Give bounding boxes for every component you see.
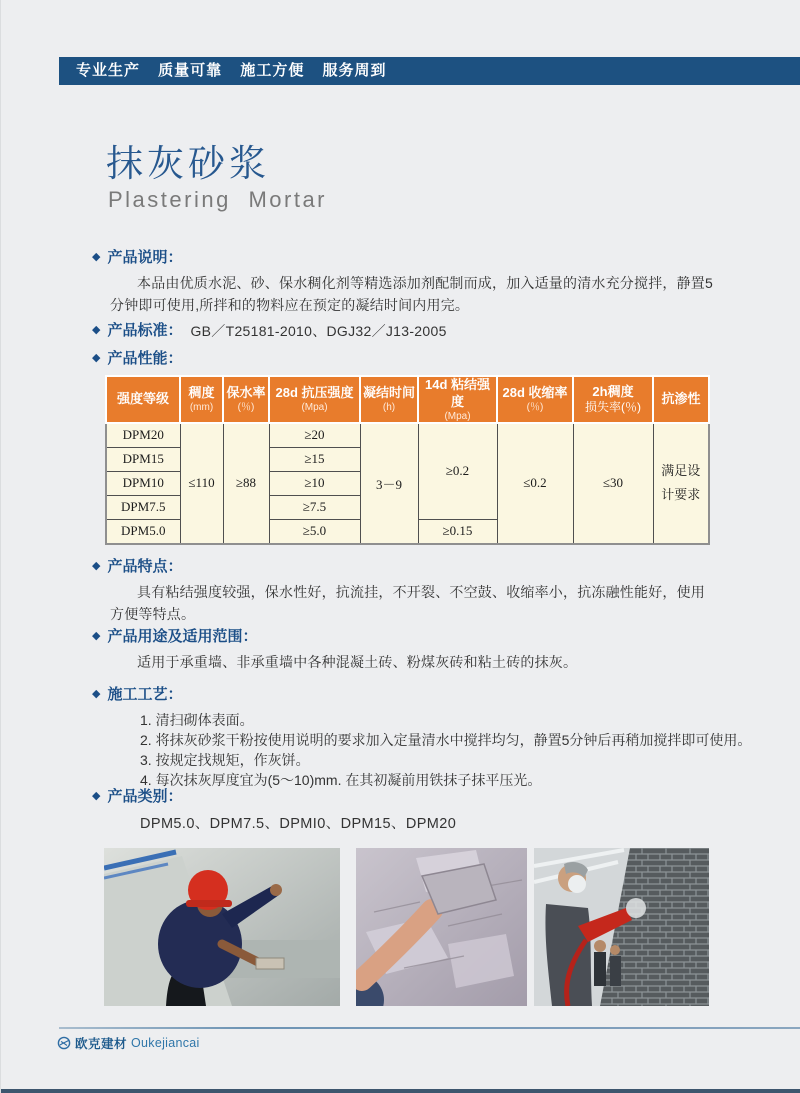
diamond-icon: ◆ (92, 789, 101, 802)
performance-table (105, 375, 710, 545)
photo-trowel-plaster-closeup-image (356, 848, 527, 1006)
diamond-icon: ◆ (92, 351, 101, 364)
grade-cell: DPM5.0 (106, 519, 180, 544)
categories-value: DPM5.0、DPM7.5、DPMI0、DPM15、DPM20 (140, 816, 457, 832)
impermeability-cell: 满足设计要求 (653, 423, 709, 544)
table-row (106, 423, 709, 448)
top-banner-text: 专业生产 质量可靠 施工方便 服务周到 (76, 62, 387, 79)
section-heading-label: 产品类别： (107, 788, 183, 805)
col-header-bond-strength: 14d 粘结强度 (Mpa) (418, 376, 497, 423)
features-paragraph: 具有粘结强度较强，保水性好，抗流挂，不开裂、不空鼓、收缩率小，抗冻融性能好，使用方便等特点。 (110, 584, 705, 622)
bond-strength-cell: ≥0.2 (418, 423, 497, 520)
diamond-icon: ◆ (92, 250, 101, 263)
description-paragraph: 本品由优质水泥、砂、保水稠化剂等精选添加剂配制而成，加入适量的清水充分搅拌，静置5分钟即可使用,所拌和的物料应在预定的凝结时间内用完。 (110, 275, 713, 313)
bottom-accent-strip (1, 1089, 800, 1093)
col-header-shrinkage: 28d 收缩率 (％) (497, 376, 573, 423)
diamond-icon: ◆ (92, 559, 101, 572)
photo-worker-troweling-wall (104, 848, 340, 1006)
page-title: 抹灰砂浆 (106, 143, 270, 184)
col-header-compressive: 28d 抗压强度 (Mpa) (269, 376, 360, 423)
section-heading-description (92, 249, 182, 267)
section-heading-label: 产品性能： (107, 350, 183, 367)
section-heading-label: 产品特点： (107, 558, 183, 575)
section-heading-label: 施工工艺： (107, 686, 183, 703)
section-heading-process (92, 686, 182, 704)
process-step: 3. 按规定找规矩，作灰饼。 (140, 752, 310, 768)
compressive-cell: ≥5.0 (269, 519, 360, 544)
shrinkage-cell: ≤0.2 (497, 423, 573, 544)
usage-paragraph: 适用于承重墙、非承重墙中各种混凝土砖、粉煤灰砖和粘土砖的抹灰。 (137, 654, 578, 670)
section-heading-standard (92, 322, 447, 340)
grade-cell: DPM10 (106, 471, 180, 495)
compressive-cell: ≥15 (269, 447, 360, 471)
section-heading-features (92, 558, 182, 576)
col-header-impermeability: 抗渗性 (653, 376, 709, 423)
diamond-icon: ◆ (92, 687, 101, 700)
col-header-consistency-loss: 2h稠度 损失率(％) (573, 376, 653, 423)
compressive-cell: ≥10 (269, 471, 360, 495)
col-header-water-retention: 保水率 (％) (223, 376, 269, 423)
logo-globe-icon (57, 1036, 71, 1050)
section-heading-label: 产品说明： (107, 249, 183, 266)
grade-cell: DPM20 (106, 423, 180, 448)
process-step: 1. 清扫砌体表面。 (140, 712, 254, 728)
water-retention-cell: ≥88 (223, 423, 269, 544)
photo-spraying-brick-wall-image (534, 848, 709, 1006)
process-steps (140, 710, 790, 790)
col-header-setting-time: 凝结时间 (h) (360, 376, 418, 423)
photo-spraying-brick-wall (534, 848, 709, 1006)
table-header-row (106, 376, 709, 423)
bond-strength-last-cell: ≥0.15 (418, 519, 497, 544)
footer-divider-line (59, 1027, 800, 1029)
company-logo (57, 1034, 200, 1052)
page-subtitle: Plastering Mortar (108, 187, 328, 212)
diamond-icon: ◆ (92, 323, 101, 336)
photo-trowel-plaster-closeup (356, 848, 527, 1006)
setting-time-cell: 3－9 (360, 423, 418, 544)
consistency-cell: ≤110 (180, 423, 223, 544)
standard-value: GB／T25181-2010、DGJ32／J13-2005 (190, 322, 447, 339)
top-banner (59, 57, 800, 85)
section-heading-performance (92, 350, 182, 368)
process-step: 4. 每次抹灰厚度宜为(5～10)mm. 在其初凝前用铁抹子抹平压光。 (140, 772, 542, 788)
compressive-cell: ≥7.5 (269, 495, 360, 519)
grade-cell: DPM7.5 (106, 495, 180, 519)
col-header-grade: 强度等级 (106, 376, 180, 423)
col-header-consistency: 稠度 (mm) (180, 376, 223, 423)
section-heading-categories (92, 788, 182, 806)
grade-cell: DPM15 (106, 447, 180, 471)
logo-text-en: Oukejiancai (131, 1036, 200, 1050)
section-heading-label: 产品用途及适用范围： (107, 628, 258, 645)
logo-text-zh: 欧克建材 (75, 1037, 128, 1051)
photo-worker-troweling-wall-image (104, 848, 340, 1006)
consistency-loss-cell: ≤30 (573, 423, 653, 544)
diamond-icon: ◆ (92, 629, 101, 642)
section-heading-label: 产品标准： (107, 322, 183, 339)
compressive-cell: ≥20 (269, 423, 360, 448)
section-heading-usage (92, 628, 257, 646)
process-step: 2. 将抹灰砂浆干粉按使用说明的要求加入定量清水中搅拌均匀，静置5分钟后再稍加搅拌即可使用。 (140, 732, 752, 748)
